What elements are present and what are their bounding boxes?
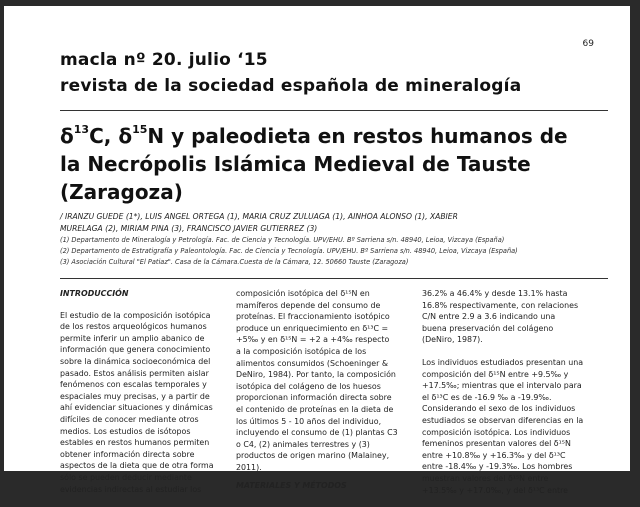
body-line: información que genera conocimiento — [60, 345, 211, 355]
body-line: composición isotópica. Los individuos — [422, 427, 571, 437]
title-line3: (Zaragoza) — [60, 180, 183, 204]
paragraph — [422, 288, 594, 346]
body-line: los últimos 5 - 10 años del individuo, — [236, 416, 382, 426]
body-line: alimentos consumidos (Schoeninger & — [236, 358, 388, 368]
body-line: a la composición isotópica de los — [236, 346, 367, 356]
body-line: Considerando el sexo de los individuos — [422, 404, 576, 414]
title-line1-rest: N y paleodieta en restos humanos de — [147, 124, 568, 148]
body-line: sobre la dinámica socioeconómica del — [60, 356, 211, 366]
body-line: 2011). — [236, 462, 262, 472]
title-c: C, — [89, 124, 119, 148]
paragraph — [422, 357, 594, 496]
body-line: isotópica del colágeno de los huesos — [236, 381, 381, 391]
body-line: Los individuos estudiados presentan una — [422, 357, 584, 367]
body-line: entre -18.4‰ y -19.3‰. Los hombres — [422, 462, 573, 472]
body-line: muestran valores del δ¹⁵N entre — [422, 473, 549, 483]
body-line: +5‰ y en δ¹⁵N = +2 a +4‰ respecto — [236, 335, 390, 345]
body-line: buena preservación del colágeno — [422, 323, 554, 333]
affiliation: (2) Departamento de Estratigrafía y Paleontología. Fac. de Ciencia y Tecnología. UPV/EHU. Bº Sarriena s/n. 48940, Leioa, Vizcaya (España) — [60, 247, 518, 255]
body-line: evidencias indirectas al estudiar los — [60, 484, 202, 494]
body-line: fenómenos con escalas temporales y — [60, 380, 207, 390]
column-1 — [60, 288, 220, 495]
body-line: +13.5‰ y +17.0‰, y del δ¹³C entre — [422, 485, 569, 495]
body-line: incluyendo el consumo de (1) plantas C3 — [236, 428, 398, 438]
body-line: el contenido de proteínas en la dieta de — [236, 404, 394, 414]
body-line: entre +10.8‰ y +16.3‰ y del δ¹³C — [422, 450, 566, 460]
journal-page — [4, 6, 630, 495]
body-line: espaciales muy precisas, y a partir de — [60, 391, 210, 401]
body-line: (DeNiro, 1987). — [422, 335, 483, 345]
body-line: proporcionan información directa sobre — [236, 393, 392, 403]
body-line: +17.5‰; mientras que el intervalo para — [422, 381, 582, 391]
body-line: DeNiro, 1984). Por tanto, la composición — [236, 370, 396, 380]
body-line: sólo se pueden deducir mediante — [60, 472, 192, 482]
affiliation: (3) Asociación Cultural "El Patiaz". Casa de la Cámara.Cuesta de la Cámara, 12. 50660 Tauste (Zaragoza) — [60, 258, 409, 266]
title-line2: la Necrópolis Islámica Medieval de Tauste — [60, 152, 531, 176]
title-sup-13: 13 — [73, 123, 90, 137]
article-title — [60, 122, 620, 206]
page-number: 69 — [582, 39, 594, 49]
body-line: ahí evidenciar situaciones y dinámicas — [60, 403, 213, 413]
title-delta-2: δ — [118, 124, 133, 148]
body-line: composición isotópica del δ¹⁵N en — [236, 289, 370, 298]
affiliation-rule — [60, 278, 608, 279]
body-line: difíciles de conocer mediante otros — [60, 414, 199, 424]
body-line: el δ¹³C es de -16.9 ‰ a -19.9‰. — [422, 392, 552, 402]
author-list — [60, 211, 570, 234]
section-heading-materiales: MATERIALES Y MÉTODOS — [236, 480, 347, 490]
journal-issue-line: macla nº 20. julio ‘15 — [60, 50, 268, 70]
body-line: o C4, (2) animales terrestres y (3) — [236, 439, 370, 449]
column-3 — [422, 288, 594, 507]
section-heading-introduccion: INTRODUCCIÓN — [60, 289, 129, 298]
body-line: C/N entre 2.9 a 3.6 indicando una — [422, 312, 556, 322]
body-line: estudiados se observan diferencias en la — [422, 415, 584, 425]
body-line: obtener información directa sobre — [60, 449, 195, 459]
body-line: mamíferos depende del consumo de — [236, 300, 381, 310]
journal-name: revista de la sociedad española de mineralogía — [60, 76, 522, 96]
title-delta-1: δ — [60, 124, 74, 148]
body-line: productos de origen marino (Malainey, — [236, 451, 390, 461]
body-line: 36.2% a 46.4% y desde 13.1% hasta — [422, 289, 568, 298]
body-line: produce un enriquecimiento en δ¹³C = — [236, 323, 389, 333]
body-line: pasado. Estos análisis permiten aislar — [60, 368, 209, 378]
title-sup-15: 15 — [132, 123, 148, 137]
body-line: estables en restos humanos permiten — [60, 438, 210, 448]
authors-line: MURELAGA (2), MIRIAM PINA (3), FRANCISCO JAVIER GUTIERREZ (3) — [60, 223, 318, 233]
body-line: composición del δ¹⁵N entre +9.5‰ y — [422, 369, 569, 379]
authors-line: / IRANZU GUEDE (1*), LUIS ANGEL ORTEGA (1), MARIA CRUZ ZULUAGA (1), AINHOA ALONSO (1), XABIER — [60, 212, 458, 221]
column-2 — [236, 288, 406, 497]
header-rule — [60, 110, 608, 111]
body-line: permite inferir un amplio abanico de — [60, 333, 205, 343]
body-line: proteínas. El fraccionamiento isotópico — [236, 312, 390, 322]
body-line: 16.8% respectivamente, con relaciones — [422, 300, 579, 310]
body-line: medios. Los estudios de isótopos — [60, 426, 191, 436]
body-line: aspectos de la dieta que de otra forma — [60, 461, 214, 471]
affiliation: (1) Departamento de Mineralogía y Petrología. Fac. de Ciencia y Tecnología. UPV/EHU. Bº Sarriena s/n. 48940, Leioa, Vizcaya (España) — [60, 236, 505, 244]
body-line: de los restos arqueológicos humanos — [60, 322, 207, 332]
body-line: El estudio de la composición isotópica — [60, 310, 211, 320]
body-line: femeninos presentan valores del δ¹⁵N — [422, 439, 571, 449]
